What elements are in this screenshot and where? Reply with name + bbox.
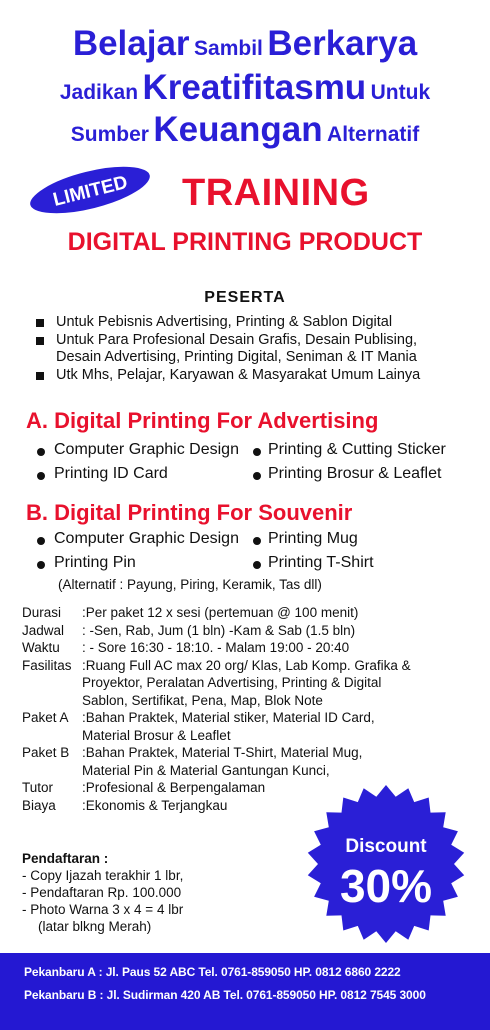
headline-line-1	[0, 24, 490, 64]
section-a-item: Printing & Cutting Sticker	[268, 441, 446, 458]
headline-line-2	[0, 68, 490, 108]
bullet-dot-icon	[37, 472, 45, 480]
bullet-dot-icon	[253, 537, 261, 545]
section-b-item: Printing Mug	[268, 530, 358, 547]
detail-row-biaya: Biaya :Ekonomis & Terjangkau	[22, 797, 228, 813]
section-a-item: Printing Brosur & Leaflet	[268, 465, 442, 482]
discount-value: 30%	[339, 860, 433, 912]
list-item: Untuk Para Profesional Desain Grafis, Desain Publising,	[34, 332, 484, 350]
square-bullet-icon	[36, 372, 44, 380]
peserta-heading: PESERTA	[204, 289, 286, 306]
bullet-dot-icon	[37, 537, 45, 545]
pendaftaran-title: Pendaftaran :	[22, 851, 109, 866]
headline-word: Keuangan	[153, 110, 323, 149]
bullet-dot-icon	[253, 448, 261, 456]
detail-row-paket-b: Paket B :Bahan Praktek, Material T-Shirt, Material Mug,	[22, 745, 363, 760]
section-a-title: A. Digital Printing For Advertising	[26, 408, 379, 433]
pendaftaran-note: (latar blkng Merah)	[38, 919, 152, 934]
details-block	[22, 604, 411, 814]
detail-row-jadwal: Jadwal : -Sen, Rab, Jum (1 bln) -Kam & Sab (1.5 bln)	[22, 622, 356, 638]
section-a-item: Printing ID Card	[54, 465, 168, 482]
detail-continuation: Material Pin & Material Gantungan Kunci,	[82, 762, 330, 778]
list-item-continuation: Desain Advertising, Printing Digital, Seniman & IT Mania	[56, 349, 417, 365]
square-bullet-icon	[36, 319, 44, 327]
limited-badge	[22, 162, 158, 218]
section-b-item: Printing T-Shirt	[268, 554, 374, 571]
headline-word: Untuk	[370, 81, 431, 104]
headline-word: Belajar	[72, 24, 190, 63]
bullet-dot-icon	[37, 448, 45, 456]
detail-row-durasi: Durasi :Per paket 12 x sesi (pertemuan @ 100 menit)	[22, 605, 359, 620]
section-b-item: Printing Pin	[54, 554, 136, 571]
list-item: - Photo Warna 3 x 4 = 4 lbr	[22, 902, 184, 917]
detail-row-tutor: Tutor :Profesional & Berpengalaman	[22, 780, 266, 795]
bullet-dot-icon	[253, 561, 261, 569]
headline-word: Alternatif	[327, 123, 420, 146]
list-item: - Copy Ijazah terakhir 1 lbr,	[22, 868, 184, 883]
discount-badge	[306, 784, 466, 944]
headline-word: Sambil	[194, 37, 263, 60]
section-b-item: Computer Graphic Design	[54, 530, 239, 547]
headline-word: Berkarya	[267, 24, 418, 63]
pendaftaran-block	[22, 850, 183, 935]
detail-row-fasilitas: Fasilitas :Ruang Full AC max 20 org/ Klas, Lab Komp. Grafika &	[22, 657, 411, 673]
bullet-dot-icon	[253, 472, 261, 480]
footer-address-a: Pekanbaru A : Jl. Paus 52 ABC Tel. 0761-859050 HP. 0812 6860 2222	[24, 965, 401, 979]
bullet-dot-icon	[37, 561, 45, 569]
detail-continuation: Proyektor, Peralatan Advertising, Printing & Digital	[82, 675, 382, 690]
headline-word: Sumber	[70, 123, 149, 146]
headline-word: Jadikan	[59, 81, 139, 104]
detail-row-paket-a: Paket A :Bahan Praktek, Material stiker, Material ID Card,	[22, 710, 375, 725]
detail-row-waktu: Waktu : - Sore 16:30 - 18:10. - Malam 19:00 - 20:40	[22, 640, 350, 655]
training-title: TRAINING	[182, 172, 370, 214]
discount-label: Discount	[345, 836, 427, 857]
list-item: Untuk Pebisnis Advertising, Printing & Sablon Digital	[34, 314, 484, 332]
headline-word: Kreatifitasmu	[142, 68, 367, 107]
detail-continuation: Sablon, Sertifikat, Pena, Map, Blok Note	[82, 692, 323, 708]
footer-address-bar	[0, 953, 490, 1030]
headline-line-3	[0, 110, 490, 150]
section-b-note: (Alternatif : Payung, Piring, Keramik, Tas dll)	[58, 577, 322, 592]
square-bullet-icon	[36, 337, 44, 345]
section-a-item: Computer Graphic Design	[54, 441, 239, 458]
section-b-title: B. Digital Printing For Souvenir	[26, 500, 353, 525]
list-item: Utk Mhs, Pelajar, Karyawan & Masyarakat Umum Lainya	[34, 367, 484, 385]
peserta-list	[34, 314, 484, 384]
detail-continuation: Material Brosur & Leaflet	[82, 727, 231, 743]
training-subtitle: DIGITAL PRINTING PRODUCT	[67, 228, 423, 256]
limited-badge-text: LIMITED	[50, 172, 130, 211]
footer-address-b: Pekanbaru B : Jl. Sudirman 420 AB Tel. 0761-859050 HP. 0812 7545 3000	[24, 988, 426, 1002]
list-item: - Pendaftaran Rp. 100.000	[22, 885, 182, 900]
